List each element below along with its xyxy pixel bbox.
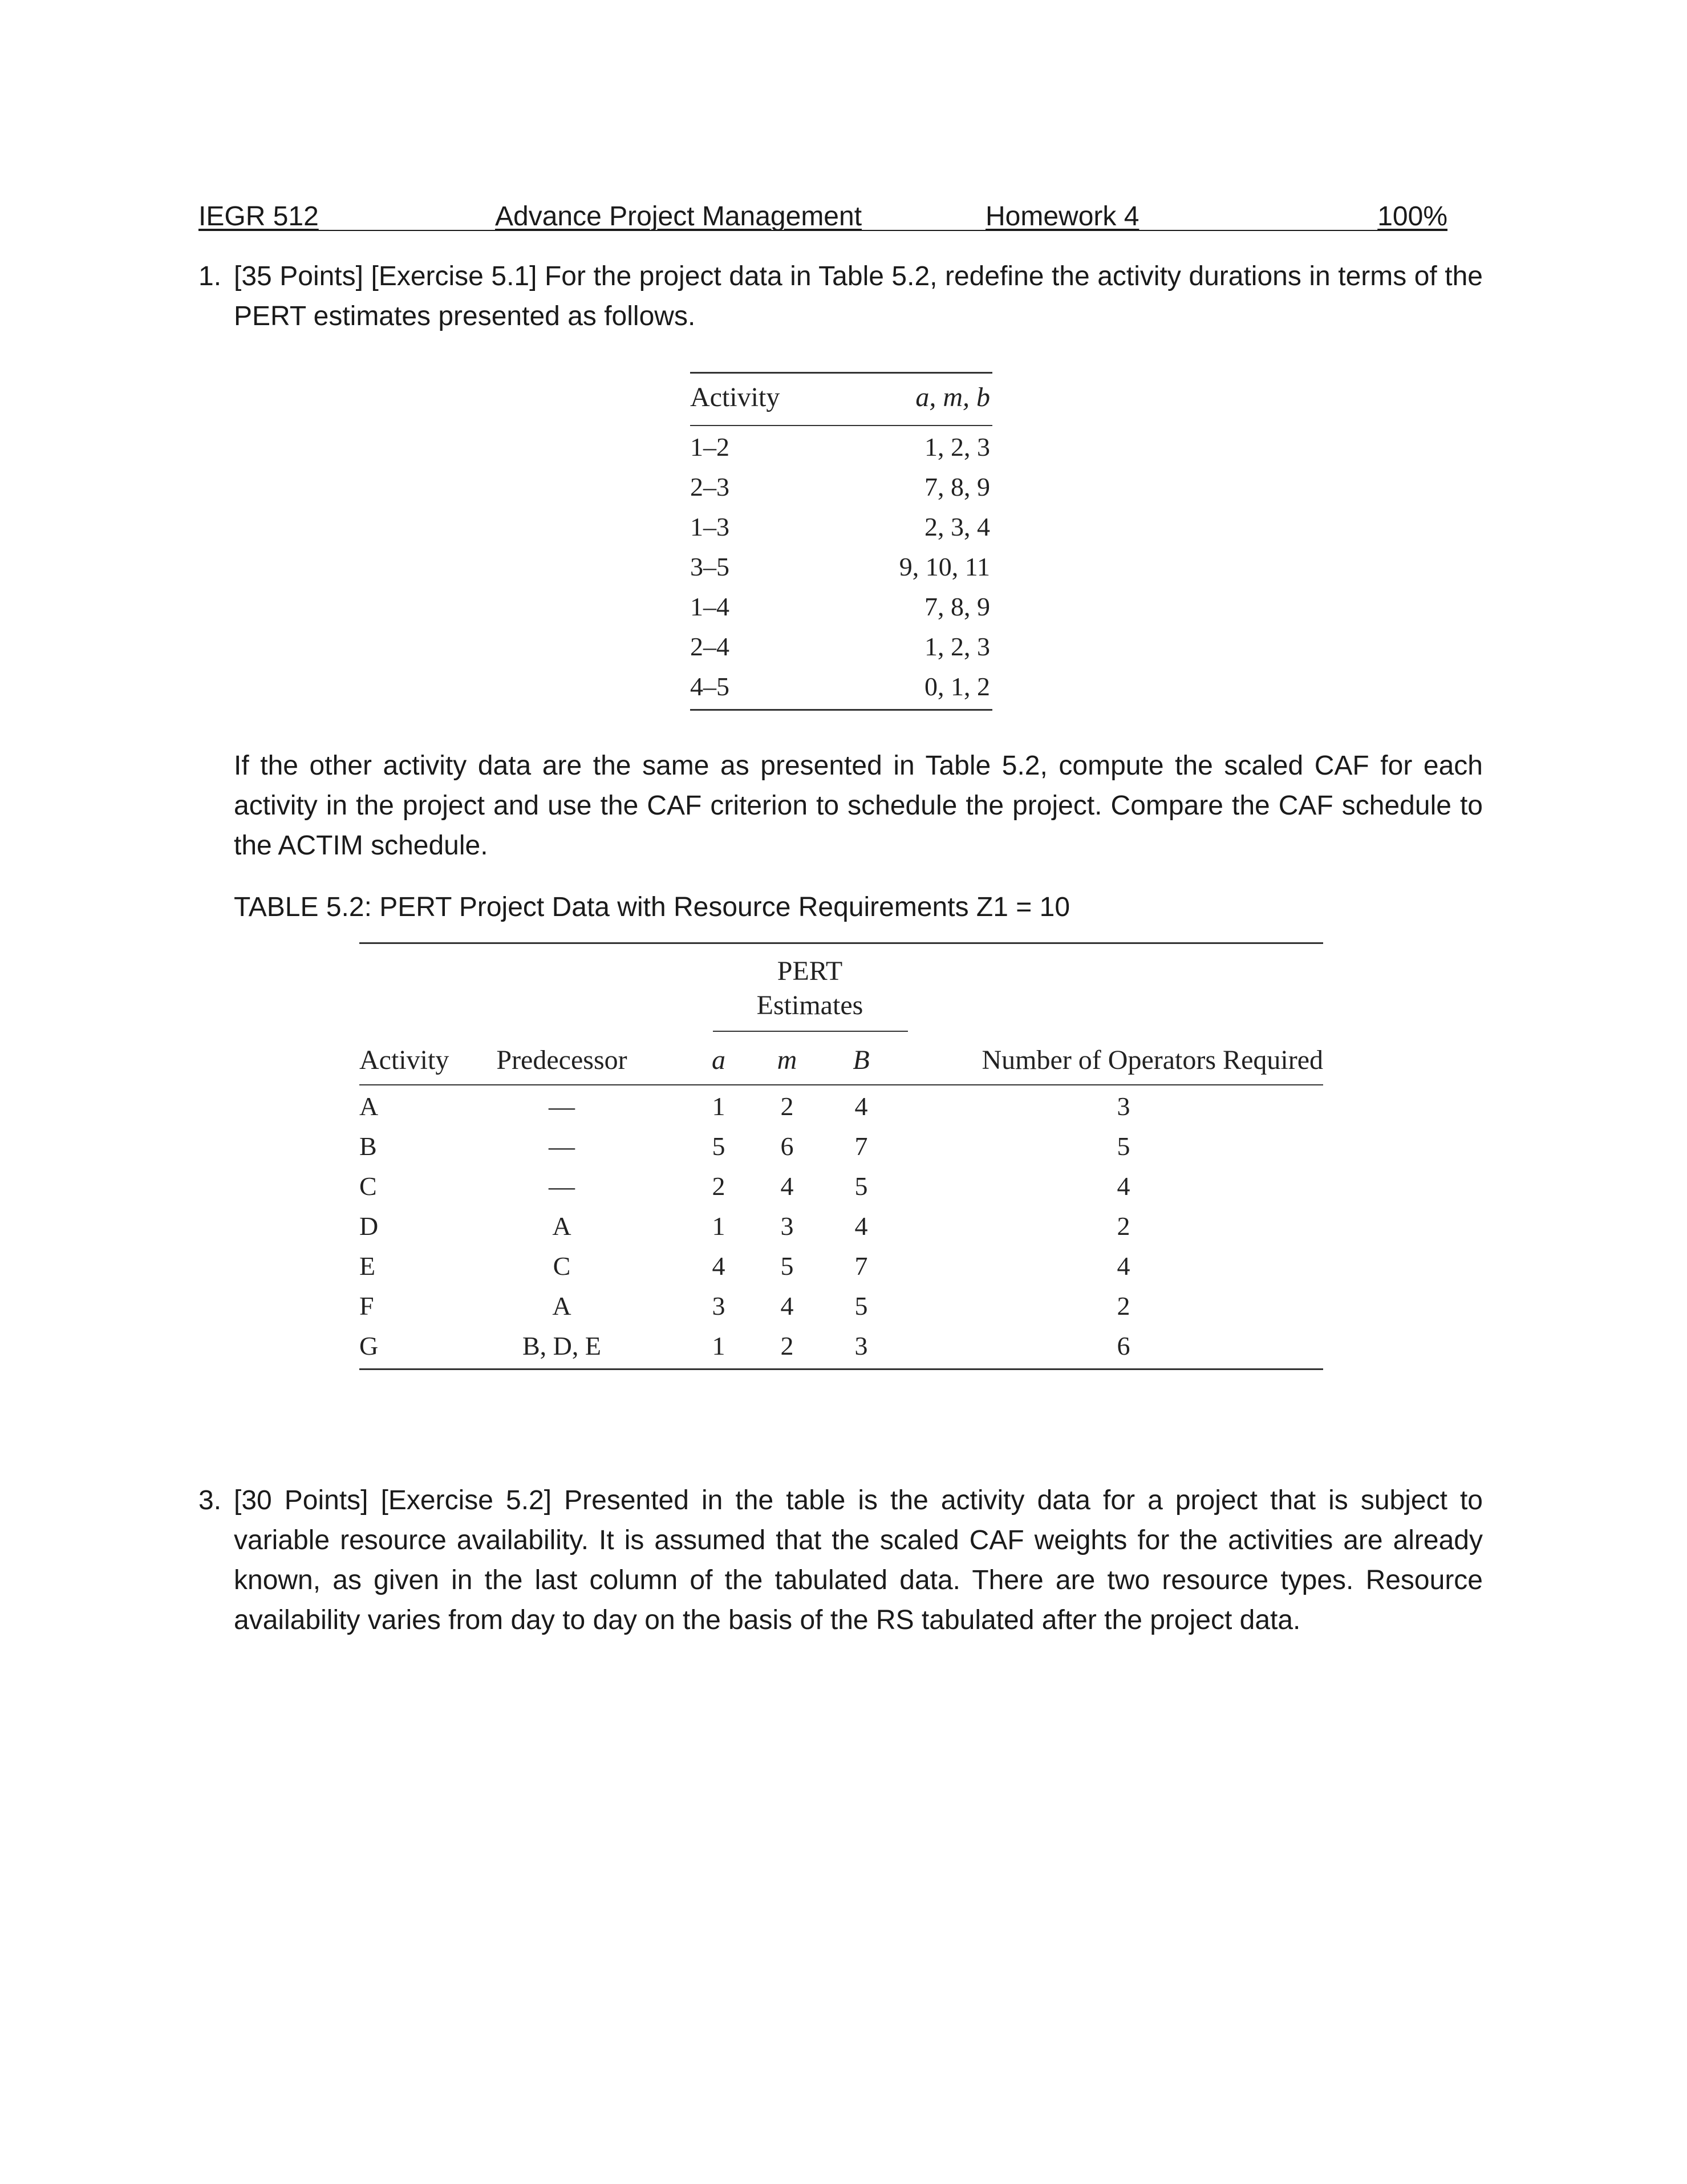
cell-predecessor: — bbox=[549, 1172, 575, 1201]
cell-activity: 1–4 bbox=[690, 592, 729, 621]
cell-operators: 6 bbox=[1117, 1331, 1130, 1360]
table-row bbox=[359, 1165, 1323, 1205]
cell-b: 7 bbox=[854, 1251, 868, 1281]
cell-m: 4 bbox=[780, 1291, 794, 1320]
table-bottom-rule bbox=[359, 1368, 1323, 1370]
cell-predecessor: A bbox=[552, 1211, 571, 1241]
cell-m: 2 bbox=[780, 1092, 794, 1121]
col-m: m bbox=[777, 1045, 797, 1075]
table-header-row bbox=[690, 374, 992, 426]
cell-b: 4 bbox=[854, 1211, 868, 1241]
cell-a: 4 bbox=[712, 1251, 725, 1281]
cell-operators: 2 bbox=[1117, 1291, 1130, 1320]
table2-caption: TABLE 5.2: PERT Project Data with Resource Requirements Z1 = 10 bbox=[234, 892, 1070, 922]
col-predecessor: Predecessor bbox=[496, 1045, 627, 1075]
col-operators: Number of Operators Required bbox=[982, 1045, 1323, 1075]
cell-b: 5 bbox=[854, 1291, 868, 1320]
cell-amb: 2, 3, 4 bbox=[924, 512, 990, 541]
pert-group-rule bbox=[713, 1031, 908, 1032]
pert-project-data-table bbox=[359, 942, 1323, 1370]
cell-b: 4 bbox=[854, 1092, 868, 1121]
q1-number: 1. bbox=[198, 261, 222, 291]
cell-m: 6 bbox=[780, 1132, 794, 1161]
header-course: IEGR 512 bbox=[198, 201, 319, 232]
table-row bbox=[690, 426, 992, 466]
table-row bbox=[690, 666, 992, 706]
cell-activity: E bbox=[359, 1251, 376, 1281]
cell-a: 1 bbox=[712, 1092, 725, 1121]
cell-activity: 3–5 bbox=[690, 552, 729, 581]
pert-group-label: PERT bbox=[777, 956, 843, 986]
cell-predecessor: B, D, E bbox=[522, 1331, 601, 1360]
cell-activity: 2–4 bbox=[690, 632, 729, 661]
q1-text: [35 Points] [Exercise 5.1] For the project data in Table 5.2, redefine the activity durations in terms of the PERT estimates presented as follows. bbox=[234, 261, 1483, 331]
cell-amb: 1, 2, 3 bbox=[924, 432, 990, 461]
table-row bbox=[690, 586, 992, 626]
cell-m: 3 bbox=[780, 1211, 794, 1241]
cell-operators: 4 bbox=[1117, 1172, 1130, 1201]
q1-followup-text: If the other activity data are the same as presented in Table 5.2, compute the scaled CAF for each activity in the project and use the CAF criterion to schedule the project. Compare the CAF schedule to the ACTIM schedule. bbox=[234, 751, 1483, 861]
cell-activity: D bbox=[359, 1211, 379, 1241]
table-row bbox=[359, 1085, 1323, 1125]
table-row bbox=[690, 506, 992, 546]
cell-amb: 7, 8, 9 bbox=[924, 472, 990, 501]
header-rule bbox=[198, 230, 1447, 231]
cell-activity: A bbox=[359, 1092, 379, 1121]
cell-operators: 3 bbox=[1117, 1092, 1130, 1121]
cell-amb: 7, 8, 9 bbox=[924, 592, 990, 621]
cell-a: 1 bbox=[712, 1211, 725, 1241]
cell-b: 3 bbox=[854, 1331, 868, 1360]
table-row bbox=[359, 1205, 1323, 1245]
col-amb: a, m, b bbox=[915, 382, 990, 412]
cell-activity: B bbox=[359, 1132, 377, 1161]
header-percent: 100% bbox=[1377, 201, 1447, 232]
cell-predecessor: — bbox=[549, 1132, 575, 1161]
cell-activity: G bbox=[359, 1331, 379, 1360]
col-b: B bbox=[853, 1045, 870, 1075]
cell-amb: 0, 1, 2 bbox=[924, 672, 990, 701]
col-activity: Activity bbox=[690, 382, 780, 412]
cell-amb: 9, 10, 11 bbox=[899, 552, 990, 581]
col-a: a bbox=[712, 1045, 725, 1075]
table-row bbox=[359, 1285, 1323, 1325]
table-row bbox=[690, 626, 992, 666]
cell-operators: 5 bbox=[1117, 1132, 1130, 1161]
cell-activity: C bbox=[359, 1172, 377, 1201]
q3-number: 3. bbox=[198, 1485, 222, 1516]
cell-m: 4 bbox=[780, 1172, 794, 1201]
cell-activity: 4–5 bbox=[690, 672, 729, 701]
header-homework: Homework 4 bbox=[986, 201, 1139, 232]
cell-b: 7 bbox=[854, 1132, 868, 1161]
cell-operators: 4 bbox=[1117, 1251, 1130, 1281]
cell-activity: 1–3 bbox=[690, 512, 729, 541]
table-row bbox=[359, 1325, 1323, 1365]
cell-activity: 1–2 bbox=[690, 432, 729, 461]
table-header-row bbox=[359, 1034, 1323, 1085]
cell-operators: 2 bbox=[1117, 1211, 1130, 1241]
header-title: Advance Project Management bbox=[495, 201, 862, 232]
table-row bbox=[690, 546, 992, 586]
cell-a: 2 bbox=[712, 1172, 725, 1201]
pert-estimates-table bbox=[690, 372, 992, 711]
cell-predecessor: A bbox=[552, 1291, 571, 1320]
cell-a: 1 bbox=[712, 1331, 725, 1360]
cell-activity: 2–3 bbox=[690, 472, 729, 501]
table-row bbox=[690, 466, 992, 506]
table-row bbox=[359, 1245, 1323, 1285]
cell-b: 5 bbox=[854, 1172, 868, 1201]
col-activity: Activity bbox=[359, 1045, 449, 1075]
estimates-group-label: Estimates bbox=[756, 990, 863, 1020]
cell-activity: F bbox=[359, 1291, 374, 1320]
cell-m: 5 bbox=[780, 1251, 794, 1281]
cell-predecessor: C bbox=[553, 1251, 571, 1281]
q3-text: [30 Points] [Exercise 5.2] Presented in the table is the activity data for a project that is subject to variable resource availability. It is assumed that the scaled CAF weights for the activities are already known, as given in the last column of the tabulated data. There are two resource types. Resource availability varies from day to day on the basis of the RS tabulated after the project data. bbox=[234, 1485, 1483, 1635]
cell-a: 5 bbox=[712, 1132, 725, 1161]
table-row bbox=[359, 1125, 1323, 1165]
page-header bbox=[198, 201, 1447, 233]
table-bottom-rule bbox=[690, 709, 992, 711]
cell-a: 3 bbox=[712, 1291, 725, 1320]
pert-group-header bbox=[359, 944, 1323, 1034]
cell-m: 2 bbox=[780, 1331, 794, 1360]
cell-amb: 1, 2, 3 bbox=[924, 632, 990, 661]
cell-predecessor: — bbox=[549, 1092, 575, 1121]
